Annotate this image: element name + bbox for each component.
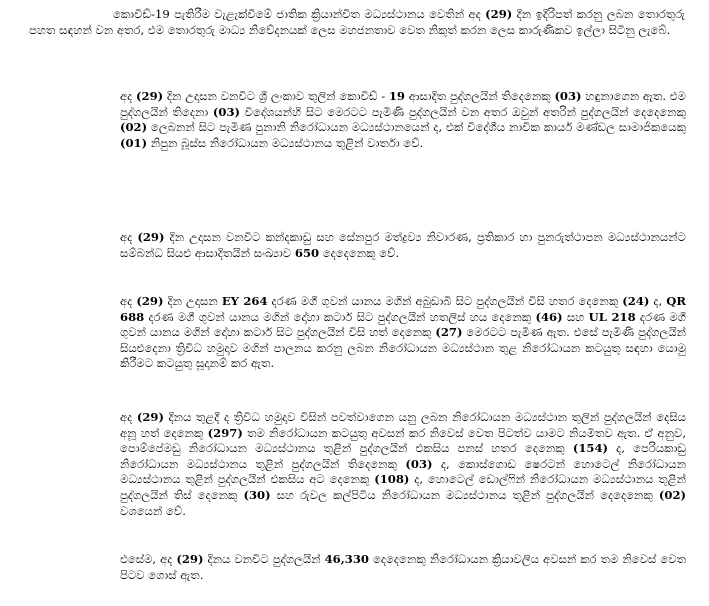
emphasized-figure: (46)	[535, 309, 563, 324]
text-run: අද	[120, 410, 137, 424]
emphasized-figure: (29)	[137, 230, 165, 244]
emphasized-figure: (03)	[212, 104, 240, 119]
text-run: අද	[120, 230, 138, 244]
emphasized-figure: (108)	[374, 472, 410, 487]
paragraph-intro	[29, 7, 685, 38]
emphasized-figure: 19	[388, 89, 405, 103]
text-run: ලෙබනන් සිට පැමිණ පුනානි නිරෝධායන මධ්‍යස්ථානයෙන් ද, එක් විදේශීය නාවික කාර්ය මණ්ඩල සාමාජිකයෙකු	[147, 120, 686, 135]
emphasized-figure: (24)	[622, 294, 650, 308]
text-run: ද, හොටෙල් ඩොල්ෆින් නිරෝධායන මධ්‍යස්ථානය තුළින් පුද්ගලයින් තිස් දෙනෙකු	[120, 472, 686, 502]
emphasized-figure: 650	[294, 245, 320, 260]
text-run: හඳුනාගෙන ඇත. එම පුද්ගලයින් තිදෙනා	[120, 89, 686, 119]
text-run: දින උදාසන වනවිට ශ්‍රී ලංකාව තුලින් කොවිඩ් -	[163, 89, 389, 103]
emphasized-figure: QR 688	[120, 294, 686, 324]
text-run: එසේම, අද	[120, 552, 177, 566]
text-run: ආසාදිත පුද්ගලයින් තිදෙනෙකු	[405, 89, 555, 103]
text-run: තම නිරෝධායන කටයුතු අවසන් කර නිවෙස් වෙත පිටත්ව යාමට නියමිතව ඇත. ඒ අනුව, පොම්පේමඩු නිරෝධායන මධ්‍යස්ථානය තුළින් පුද්ගලයින් එකසිය පනස් හතර දෙනෙකු	[120, 425, 687, 456]
text-run: මෙරටට පැමිණ ඇත. එසේ පැමිණි පුද්ගලයින් සියළුදෙනා ත්‍රිවිධ හමුදාව මගින් පාලනය කරනු ලබන නිරෝධායන මධ්‍යස්ථාන තුළ නිරෝධායන කටයුතු සඳහා යොමු කිරීමට කටයුතු සූදානම් කර ඇත.	[120, 325, 686, 371]
emphasized-figure: (297)	[207, 425, 243, 440]
emphasized-figure: (27)	[435, 325, 463, 340]
paragraph-new-infections	[120, 89, 686, 151]
paragraph-completed-quarantine	[120, 552, 686, 583]
text-run: ද, කොස්ගොඩ ෂෙරටන් හොටෙල් නිරෝධායන මධ්‍යස්ථානය තුළින් පුද්ගලයින් එකසිය අට දෙනෙකු	[120, 456, 686, 487]
emphasized-figure: (29)	[136, 89, 164, 103]
text-run: දිනය තුළදී ද ත්‍රිවිධ හමුදාව විසින් පවත්වාගෙන යනු ලබන නිරෝධායන මධ්‍යස්ථාන තුලින් පුද්ගලයින් දෙසිය අනූ හත් දෙනෙකු	[120, 410, 686, 440]
text-run: දෙදෙනෙකු නිරෝධායන ක්‍රියාවලිය අවසන් කර තම නිවෙස් වෙත පිටව ගොස් ඇත.	[120, 552, 686, 582]
text-run: දරණ මගී ගුවන් යානය මගින් දෝහා කටාර් සිට පුද්ගලයින් හතලිස් හය දෙනෙකු	[144, 309, 536, 324]
emphasized-figure: UL 218	[588, 309, 636, 324]
emphasized-figure: (02)	[120, 120, 148, 135]
text-run: දෙදෙනෙකු වේ.	[319, 245, 400, 260]
text-run: ද, පෙරියකාඩු නිරෝධායන මධ්‍යස්ථානය තුළින් පුද්ගලයින් තිදෙනෙකු	[120, 441, 687, 471]
text-run: සහ	[562, 309, 589, 324]
text-run: අද	[120, 89, 137, 103]
text-run: දිනය වනවිට පුද්ගලයින්	[203, 552, 325, 566]
emphasized-figure: (29)	[136, 294, 164, 308]
paragraph-flight-arrivals	[120, 294, 686, 372]
emphasized-figure: (02)	[658, 487, 686, 502]
emphasized-figure: (29)	[485, 7, 513, 21]
text-run: අද	[120, 294, 137, 308]
text-run: දරණ මගී ගුවන් යානය මගින් දෝහා කටාර් සිට පුද්ගලයින් විසි හත් දෙනෙකු	[120, 309, 686, 340]
text-run: නිපුන බූස්ස නිරෝධායන මධ්‍යස්ථානය තුළින් වාර්තා වේ.	[147, 135, 424, 150]
text-run: දින ඉදිරිපත් කරනු ලබන තොරතුරු පහත සඳහන් වන අතර, එම තොරතුරු මාධ්‍ය නිවේදනයක් ලෙස මහජනතාව වෙත නිකුත් කරන ලෙස කාරුණිකව ඉල්ලා සිටිනු ලැබේ.	[29, 7, 685, 37]
emphasized-figure: (30)	[243, 487, 271, 502]
emphasized-figure: (01)	[120, 135, 148, 150]
emphasized-figure: (29)	[176, 552, 204, 566]
emphasized-figure: 46,330	[324, 552, 369, 566]
paragraph-kandakadu-cluster	[120, 230, 686, 261]
text-run: සහ රුවල කල්පිටිය නිරෝධායන මධ්‍යස්ථානය තුළින් පුද්ගලයින් දෙදෙනෙකු	[270, 487, 659, 502]
text-run: විදේශයන්හි සිට මෙරටට පැමිණි පුද්ගලයින් වන අතර ඔවුන් අතරින් පුද්ගලයින් දෙදෙනෙකු	[240, 104, 686, 119]
emphasized-figure: (03)	[554, 89, 582, 103]
emphasized-figure: (29)	[136, 410, 164, 424]
text-run: වශයෙන් වේ.	[120, 503, 186, 518]
emphasized-figure: (154)	[572, 441, 609, 456]
emphasized-figure: (03)	[405, 456, 433, 471]
text-run: දරණ මගී ගුවන් යානය මගින් අබුඩාබි සිට පුද්ගලයින් විසි හතර දෙනෙකු	[267, 294, 623, 308]
text-run: දින උදාසන වනවිට කන්දකාඩු සහ සේනපුර මත්ද්‍රව්‍ය නිවාරණ, ප්‍රතිකාර හා පුනරුත්ථාපන මධ්‍යස්ථානයන්ට සම්බන්ධ සියළු ආසාදිතයින් සංඛ්‍යාව	[120, 230, 686, 260]
paragraph-quarantine-releases	[120, 410, 686, 519]
text-run: ද,	[649, 294, 667, 308]
emphasized-figure: EY 264	[221, 294, 268, 308]
text-run: දින උදාසන	[163, 294, 222, 308]
text-run: කොවිඩ්-19 පැතිරීම වැළැක්වීමේ ජාතික ක්‍රියාන්විත මධ්‍යස්ථානය වෙතින් අද	[113, 7, 486, 21]
